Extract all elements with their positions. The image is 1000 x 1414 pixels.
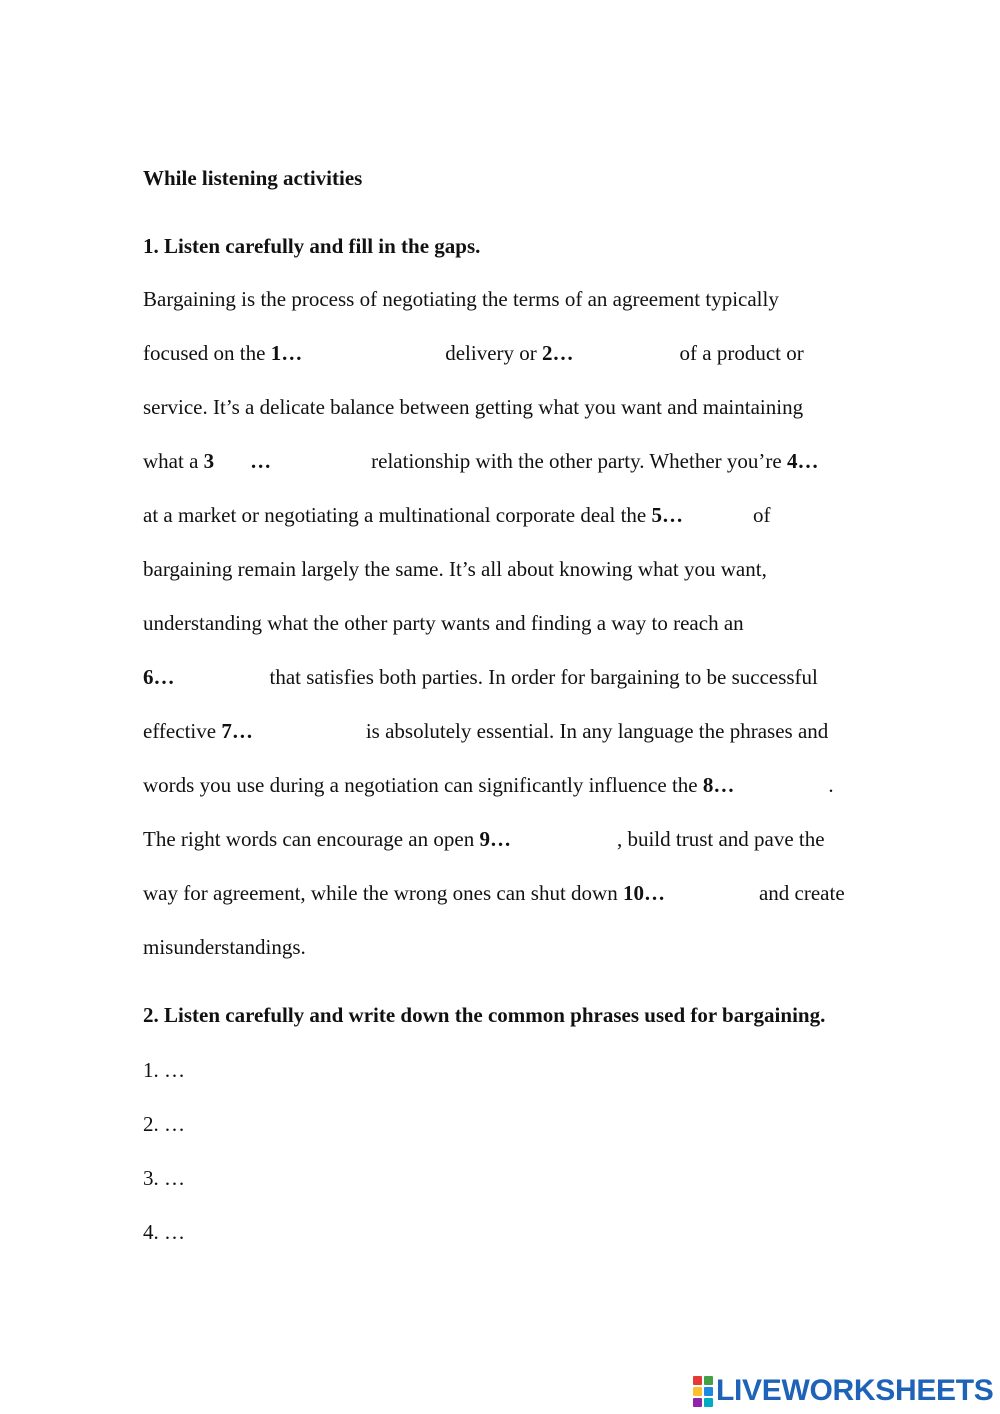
gap-label-4: 4… — [786, 449, 819, 473]
paragraph-line — [143, 609, 744, 637]
line-text: way for agreement, while the wrong ones can shut down — [143, 881, 623, 905]
gap-label-3: 3 — [203, 449, 215, 473]
answer-line-3[interactable]: 3. … — [143, 1166, 185, 1190]
paragraph-line — [143, 501, 770, 529]
line-text: service. It’s a delicate balance between getting what you want and maintaining — [143, 395, 804, 419]
liveworksheets-logo — [693, 1374, 994, 1408]
line-text: bargaining remain largely the same. It’s all about knowing what you want, — [143, 557, 767, 581]
gap-label-3-ellipsis: … — [250, 449, 272, 473]
line-text: words you use during a negotiation can significantly influence the — [143, 773, 703, 797]
line-text: and create — [758, 881, 845, 905]
paragraph-line — [143, 663, 818, 691]
line-text: what a — [143, 449, 204, 473]
line-text: relationship with the other party. Whether you’re — [371, 449, 787, 473]
line-text: at a market or negotiating a multinational corporate deal the — [143, 503, 652, 527]
answer-line-4[interactable]: 4. … — [143, 1220, 185, 1244]
paragraph-line — [143, 339, 804, 367]
answer-line-2[interactable]: 2. … — [143, 1112, 185, 1136]
section-heading: While listening activities — [143, 166, 363, 190]
paragraph-line — [143, 933, 306, 961]
line-text: focused on the — [143, 341, 271, 365]
task2-title: 2. Listen carefully and write down the common phrases used for bargaining. — [143, 1003, 826, 1027]
line-text: that satisfies both parties. In order for bargaining to be successful — [269, 665, 818, 689]
gap-label-9: 9… — [479, 827, 511, 851]
line-text: misunderstandings. — [143, 935, 306, 959]
gap-label-1: 1… — [270, 341, 303, 365]
line-text: . — [828, 773, 834, 797]
paragraph-line — [143, 717, 828, 745]
line-text: , build trust and pave the — [616, 827, 825, 851]
paragraph-line — [143, 555, 767, 583]
line-text: understanding what the other party wants and finding a way to reach an — [143, 611, 744, 635]
line-text: is absolutely essential. In any language the phrases and — [365, 719, 829, 743]
answer-line-1[interactable]: 1. … — [143, 1058, 185, 1082]
task1-title: 1. Listen carefully and fill in the gaps. — [143, 234, 481, 258]
line-text: Bargaining is the process of negotiating the terms of an agreement typically — [143, 287, 779, 311]
gap-label-8: 8… — [702, 773, 735, 797]
logo-mark-icon — [693, 1376, 713, 1407]
paragraph-line — [143, 447, 818, 475]
line-text: effective — [143, 719, 222, 743]
paragraph-line — [143, 879, 845, 907]
line-text: The right words can encourage an open — [143, 827, 480, 851]
line-text: of — [752, 503, 771, 527]
gap-label-2: 2… — [542, 341, 574, 365]
line-text: of a product or — [679, 341, 804, 365]
paragraph-line — [143, 393, 803, 421]
paragraph-line — [143, 285, 779, 313]
paragraph-line — [143, 771, 834, 799]
paragraph-line — [143, 825, 825, 853]
gap-label-5: 5… — [651, 503, 683, 527]
gap-label-7: 7… — [221, 719, 253, 743]
line-text: delivery or — [445, 341, 543, 365]
gap-label-10: 10… — [622, 881, 665, 905]
gap-label-6: 6… — [143, 665, 175, 689]
logo-text: LIVEWORKSHEETS — [716, 1374, 994, 1407]
